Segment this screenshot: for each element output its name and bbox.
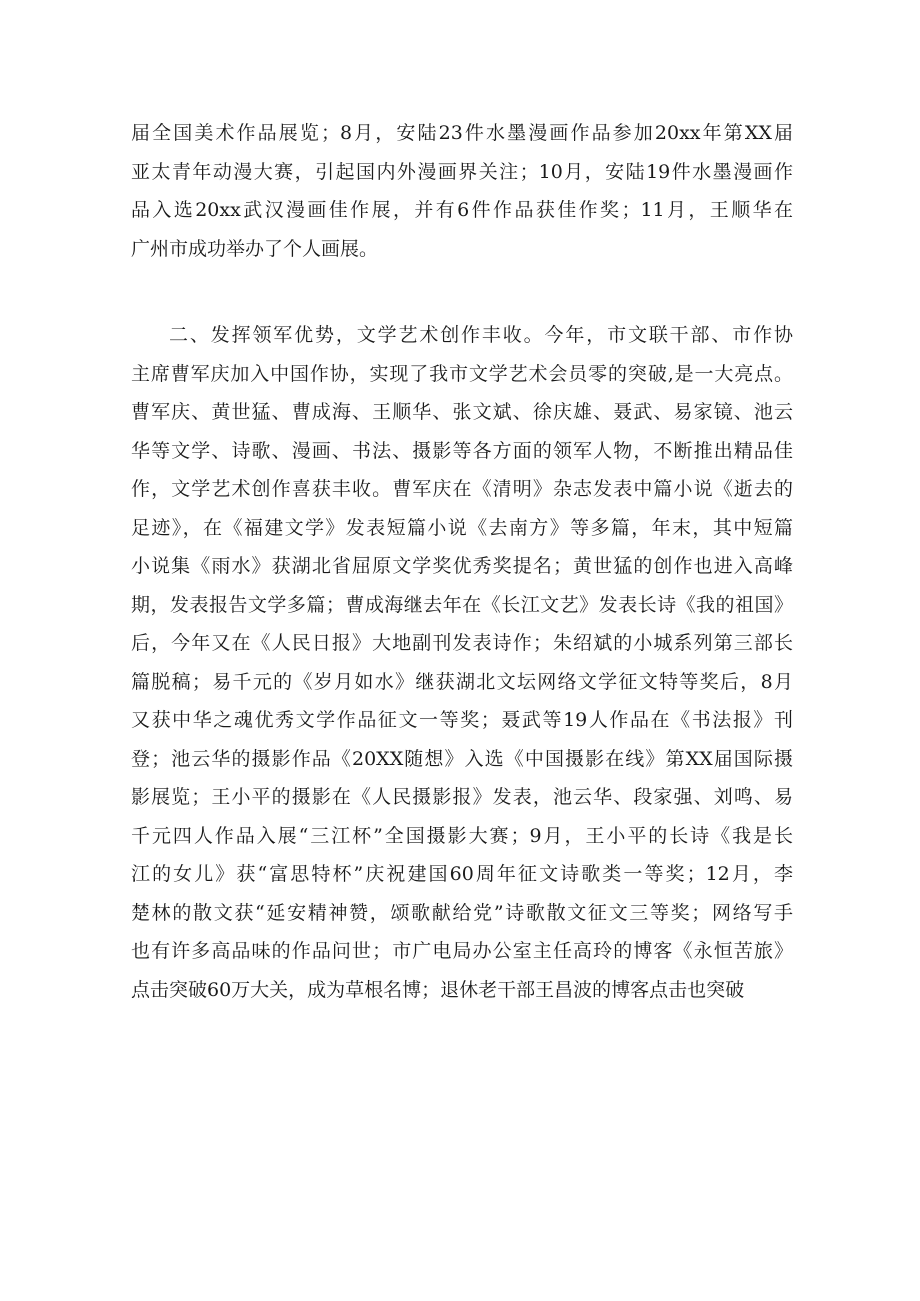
text-line: 广州市成功举办了个人画展。	[131, 237, 379, 260]
paragraph-art-exhibitions	[131, 114, 793, 268]
text-line: 登；池云华的摄影作品《20XX随想》入选《中国摄影在线》第XX届国际摄	[131, 747, 793, 770]
text-line: 千元四人作品入展“三江杯”全国摄影大赛；9月，王小平的长诗《我是长	[131, 824, 793, 847]
text-line: 又获中华之魂优秀文学作品征文一等奖；聂武等19人作品在《书法报》刊	[131, 709, 793, 731]
text-line: 曹军庆、黄世猛、曹成海、王顺华、张文斌、徐庆雄、聂武、易家镜、池云	[131, 401, 793, 423]
text-line: 期，发表报告文学多篇；曹成海继去年在《长江文艺》发表长诗《我的祖国》	[131, 593, 793, 616]
paragraph-literary-achievements	[131, 316, 793, 1009]
text-line: 小说集《雨水》获湖北省屈原文学奖优秀奖提名；黄世猛的创作也进入高峰	[131, 555, 793, 577]
text-line: 二、发挥领军优势，文学艺术创作丰收。今年，市文联干部、市作协	[169, 324, 793, 346]
text-line: 华等文学、诗歌、漫画、书法、摄影等各方面的领军人物，不断推出精品佳	[131, 439, 793, 462]
text-line: 影展览；王小平的摄影在《人民摄影报》发表，池云华、段家强、刘鸣、易	[131, 786, 793, 808]
text-line: 作，文学艺术创作喜获丰收。曹军庆在《清明》杂志发表中篇小说《逝去的	[131, 478, 793, 500]
text-line: 足迹》，在《福建文学》发表短篇小说《去南方》等多篇，年末，其中短篇	[131, 516, 793, 539]
text-line: 届全国美术作品展览；8月，安陆23件水墨漫画作品参加20xx年第XX届	[131, 122, 793, 144]
text-line: 楚林的散文获“延安精神赞，颂歌献给党”诗歌散文征文三等奖；网络写手	[131, 901, 793, 924]
text-line: 后，今年又在《人民日报》大地副刊发表诗作；朱绍斌的小城系列第三部长	[131, 632, 793, 654]
text-line: 点击突破60万大关，成为草根名博；退休老干部王昌波的博客点击也突破	[131, 978, 745, 1001]
text-line: 品入选20xx武汉漫画佳作展，并有6件作品获佳作奖；11月，王顺华在	[131, 199, 793, 221]
text-line: 篇脱稿；易千元的《岁月如水》继获湖北文坛网络文学征文特等奖后，8月	[131, 670, 793, 693]
text-line: 主席曹军庆加入中国作协，实现了我市文学艺术会员零的突破,是一大亮点。	[131, 362, 793, 385]
text-line: 亚太青年动漫大赛，引起国内外漫画界关注；10月，安陆19件水墨漫画作	[131, 160, 793, 183]
text-line: 江的女儿》获“富思特杯”庆祝建国60周年征文诗歌类一等奖；12月，李	[131, 863, 793, 885]
text-line: 也有许多高品味的作品问世；市广电局办公室主任高玲的博客《永恒苦旅》	[131, 940, 793, 962]
